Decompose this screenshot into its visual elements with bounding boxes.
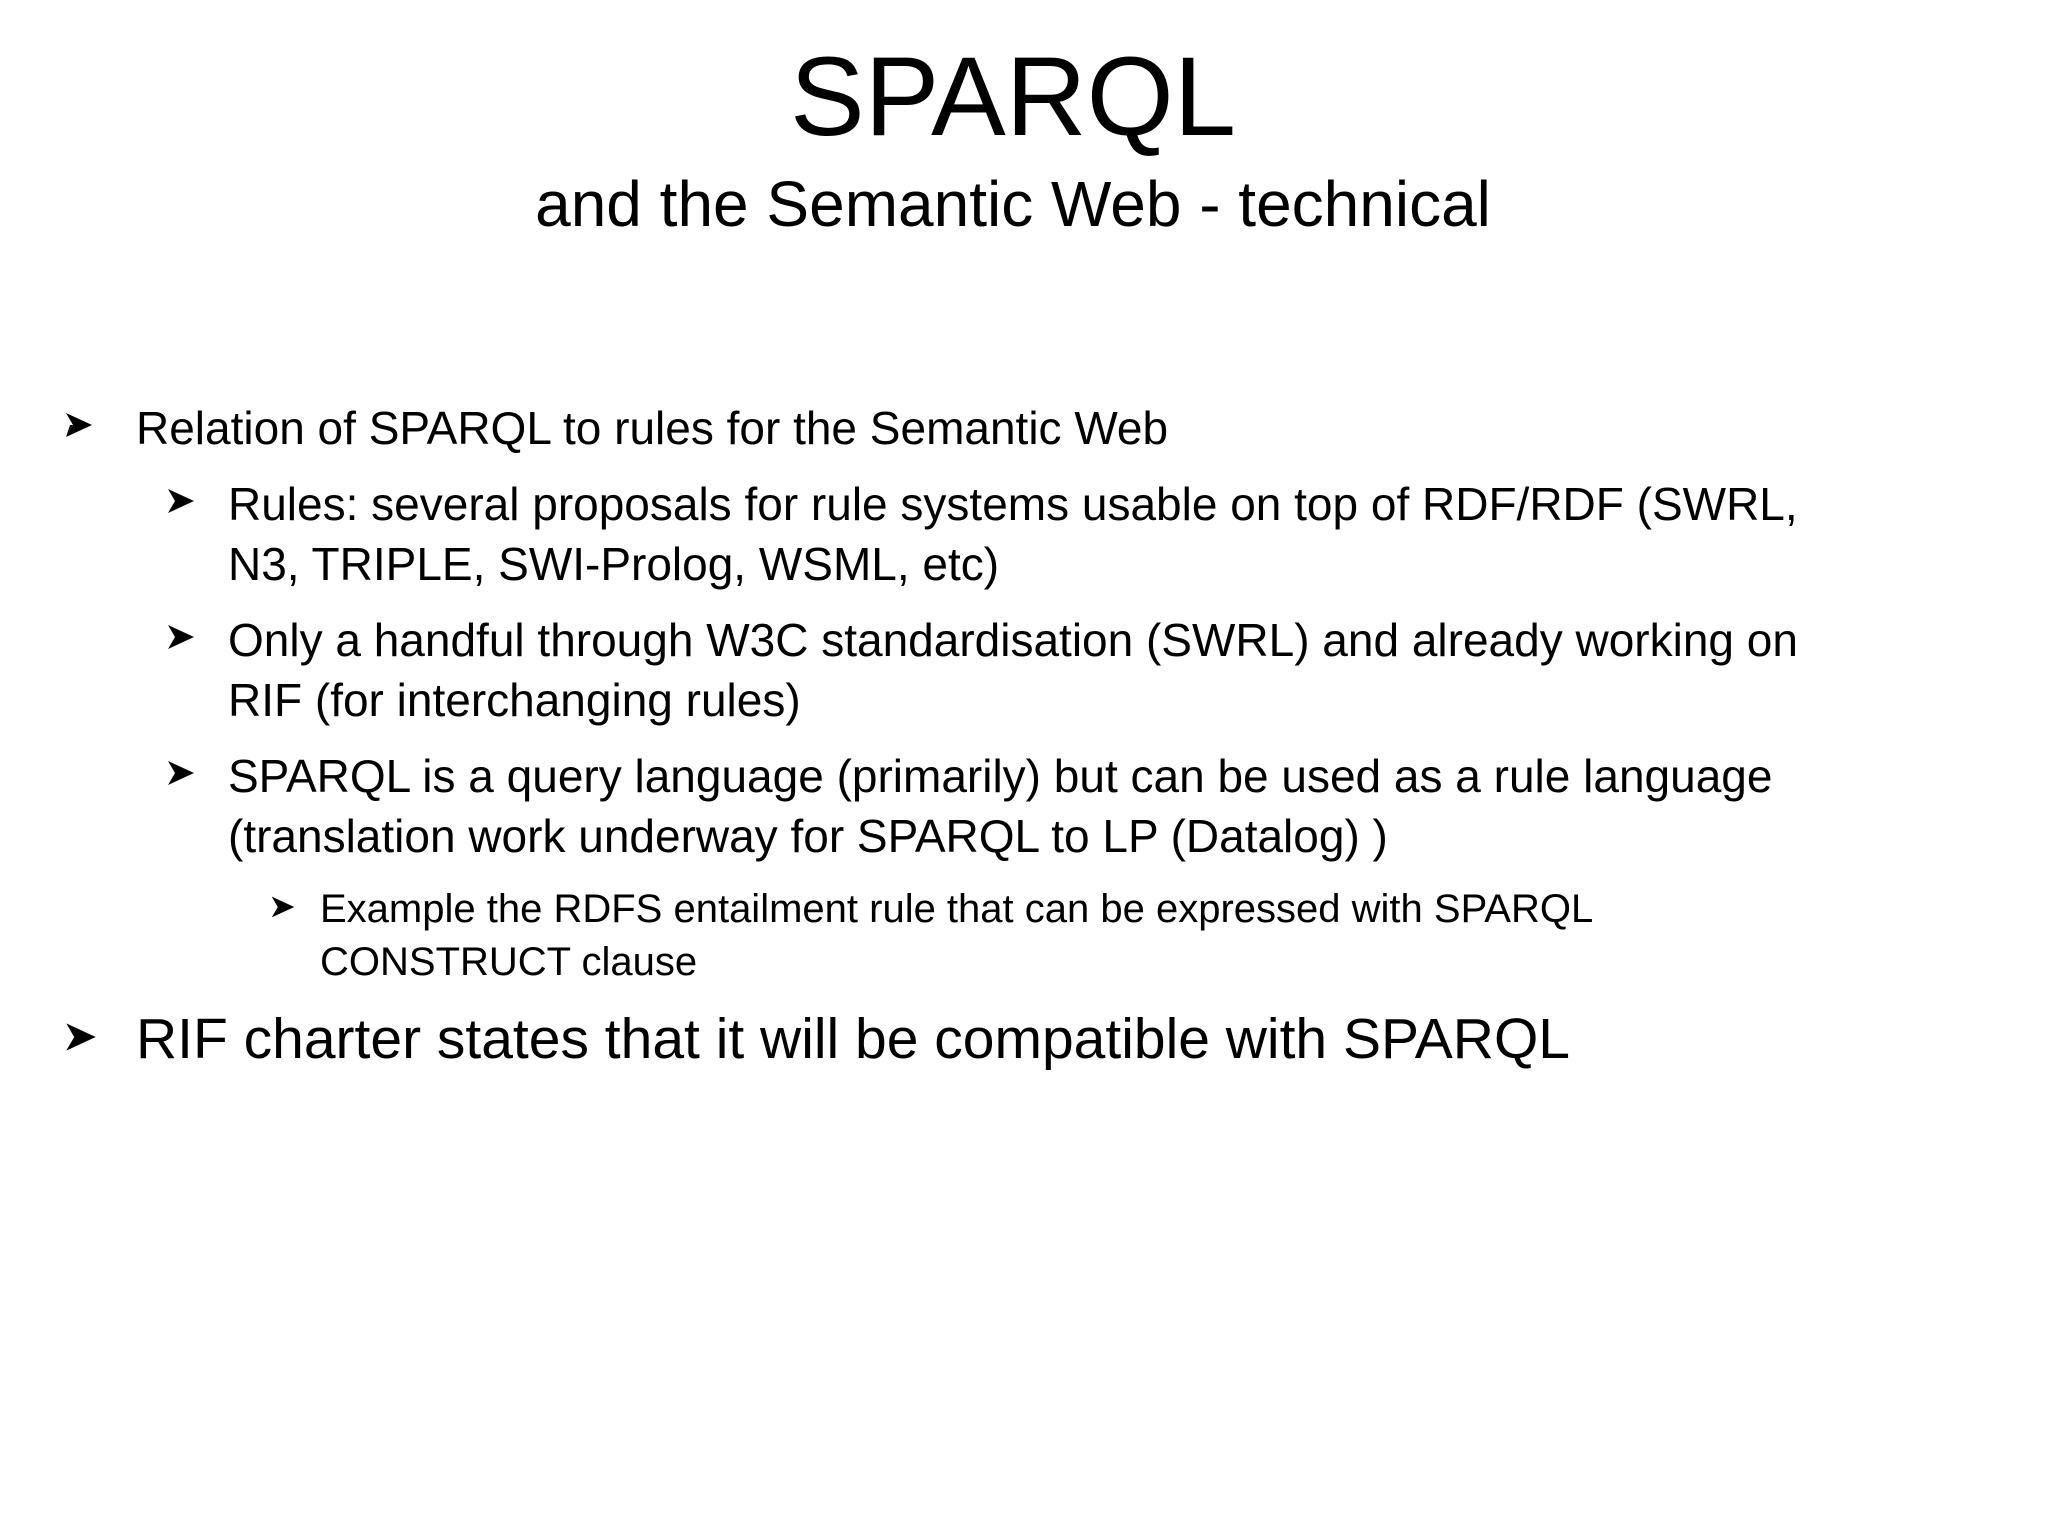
bullet-text-line: SPARQL is a query language (primarily) but can be used as a rule language bbox=[228, 750, 1773, 802]
bullet-item bbox=[166, 746, 2016, 870]
bullet-item bbox=[166, 610, 2016, 734]
bullet-item bbox=[64, 1004, 1964, 1080]
arrowhead-bullet-icon bbox=[270, 894, 296, 920]
bullet-text: Relation of SPARQL to rules for the Semantic Web bbox=[136, 402, 1169, 454]
bullet-text-line: CONSTRUCT clause bbox=[320, 940, 698, 984]
slide-title: SPARQL bbox=[789, 34, 1237, 159]
bullet-text-line: Example the RDFS entailment rule that can be expressed with SPARQL bbox=[320, 887, 1594, 931]
bullet-text-line: RIF (for interchanging rules) bbox=[228, 674, 801, 726]
arrowhead-bullet-icon bbox=[166, 486, 196, 516]
bullet-item bbox=[270, 882, 1970, 994]
bullet-text: RIF charter states that it will be compatible with SPARQL bbox=[136, 1007, 1570, 1071]
arrowhead-bullet-icon bbox=[64, 1020, 98, 1054]
arrowhead-bullet-icon bbox=[166, 622, 196, 652]
bullet-text-line: (translation work underway for SPARQL to LP (Datalog) ) bbox=[228, 810, 1388, 862]
slide-subtitle: and the Semantic Web - technical bbox=[535, 168, 1491, 240]
arrowhead-bullet-icon bbox=[64, 410, 94, 440]
bullet-item bbox=[64, 398, 1964, 462]
bullet-text-line: Only a handful through W3C standardisation (SWRL) and already working on bbox=[228, 614, 1798, 666]
bullet-text-line: N3, TRIPLE, SWI-Prolog, WSML, etc) bbox=[228, 538, 1000, 590]
bullet-text-line: Rules: several proposals for rule systems usable on top of RDF/RDF (SWRL, bbox=[228, 478, 1798, 530]
bullet-item bbox=[166, 474, 2016, 598]
arrowhead-bullet-icon bbox=[166, 758, 196, 788]
